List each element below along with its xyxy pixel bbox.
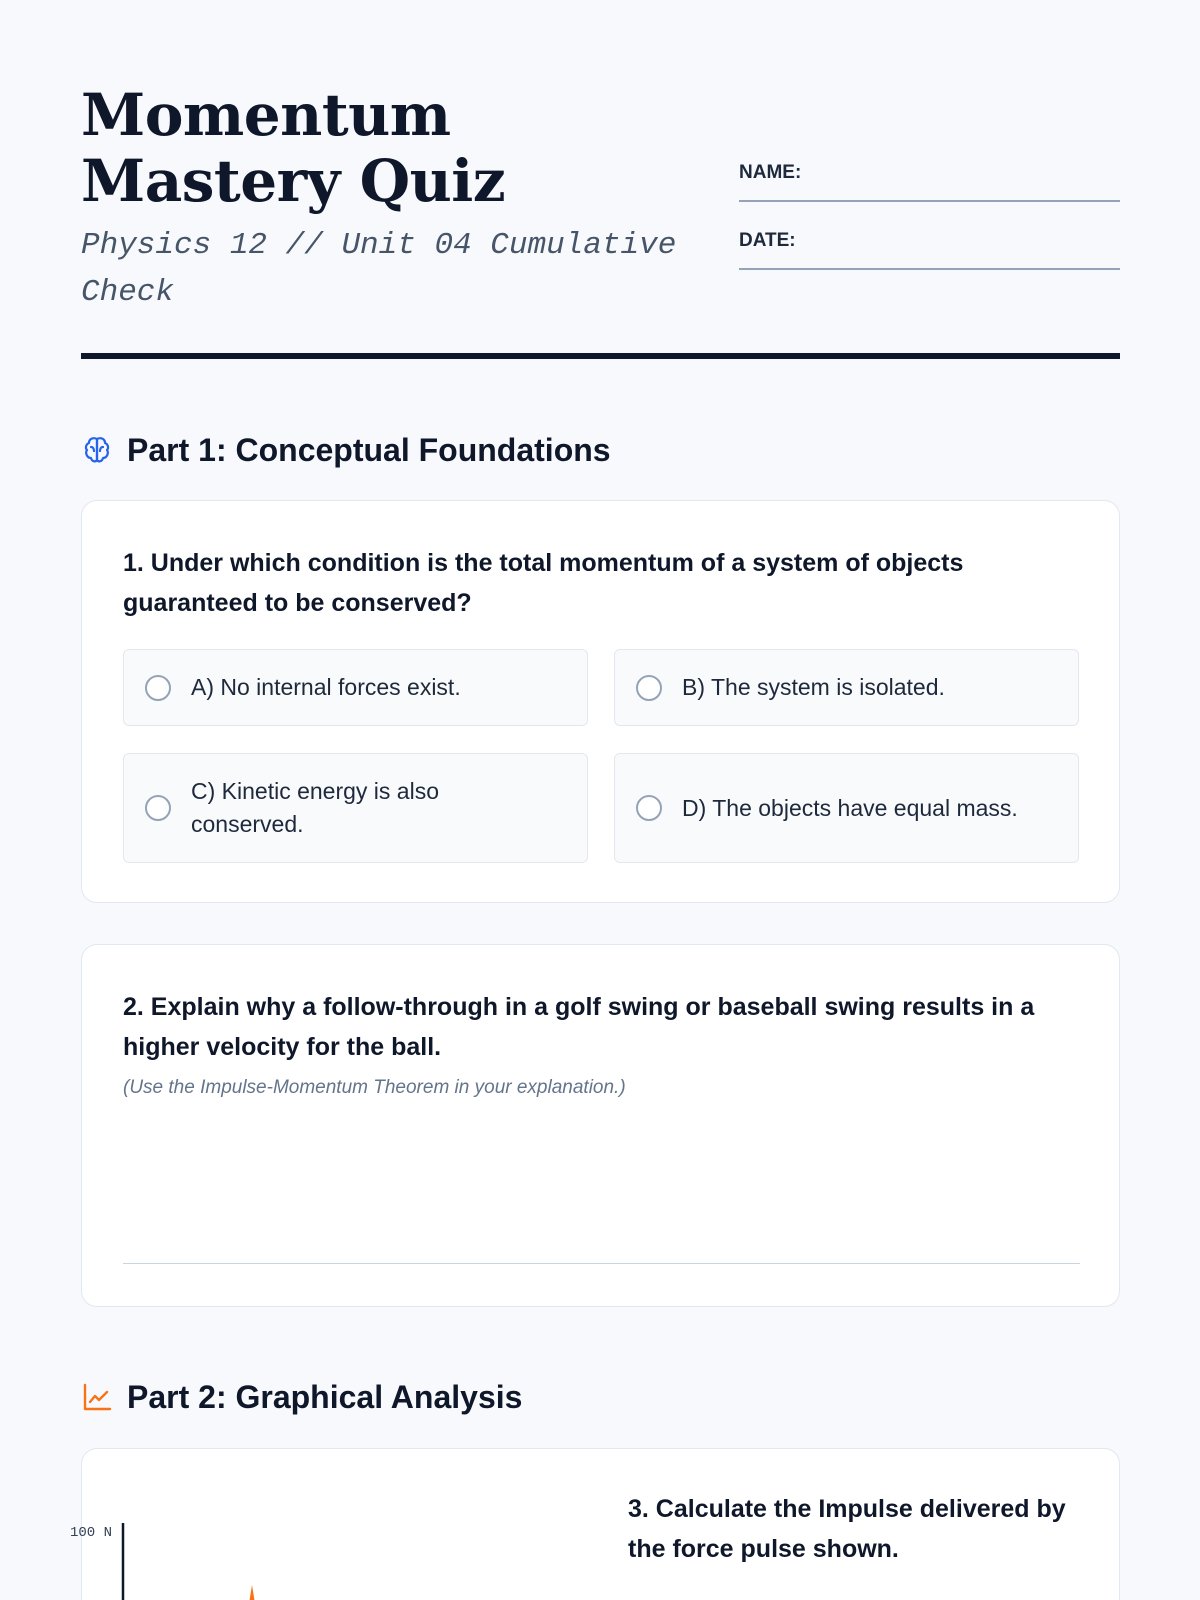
part2-title: Part 2: Graphical Analysis — [127, 1378, 523, 1415]
force-pulse-peak — [240, 1585, 264, 1600]
page-subtitle: Physics 12 // Unit 04 Cumulative Check — [81, 228, 677, 310]
radio-button[interactable] — [636, 675, 662, 701]
answer-line[interactable] — [123, 1263, 1080, 1264]
question-2-hint: (Use the Impulse-Momentum Theorem in your explanation.) — [123, 1077, 626, 1098]
date-label: DATE: — [739, 230, 796, 251]
radio-button[interactable] — [145, 795, 171, 821]
option-a[interactable] — [123, 649, 588, 726]
brain-icon — [81, 434, 113, 466]
name-field[interactable] — [739, 162, 1120, 202]
force-pulse-graph — [70, 1519, 270, 1600]
name-label: NAME: — [739, 162, 802, 183]
question-3-text: 3. Calculate the Impulse delivered by the force pulse shown. — [628, 1495, 1066, 1563]
part2-heading — [81, 1377, 522, 1417]
option-c-label: C) Kinetic energy is also conserved. — [191, 778, 439, 837]
question-1-card — [81, 500, 1120, 903]
option-c[interactable] — [123, 753, 588, 863]
option-b[interactable] — [614, 649, 1079, 726]
question-1-text: 1. Under which condition is the total momentum of a system of objects guaranteed to be conserved? — [123, 549, 964, 617]
question-2-card — [81, 944, 1120, 1307]
y-tick-label: 100 N — [70, 1525, 113, 1541]
option-a-label: A) No internal forces exist. — [191, 674, 461, 700]
option-b-label: B) The system is isolated. — [682, 674, 945, 700]
part1-title: Part 1: Conceptual Foundations — [127, 431, 611, 468]
header-divider — [81, 353, 1120, 359]
option-d[interactable] — [614, 753, 1079, 863]
part1-heading — [81, 430, 611, 470]
question-2-text: 2. Explain why a follow-through in a golf swing or baseball swing results in a higher velocity for the ball. — [123, 993, 1035, 1061]
page-title: Momentum Mastery Quiz — [81, 81, 506, 215]
line-chart-icon — [81, 1381, 113, 1413]
quiz-header — [81, 82, 1120, 362]
option-d-label: D) The objects have equal mass. — [682, 794, 1018, 821]
radio-button[interactable] — [636, 795, 662, 821]
question-3-card — [70, 1448, 1120, 1600]
radio-button[interactable] — [145, 675, 171, 701]
date-field[interactable] — [739, 230, 1120, 270]
